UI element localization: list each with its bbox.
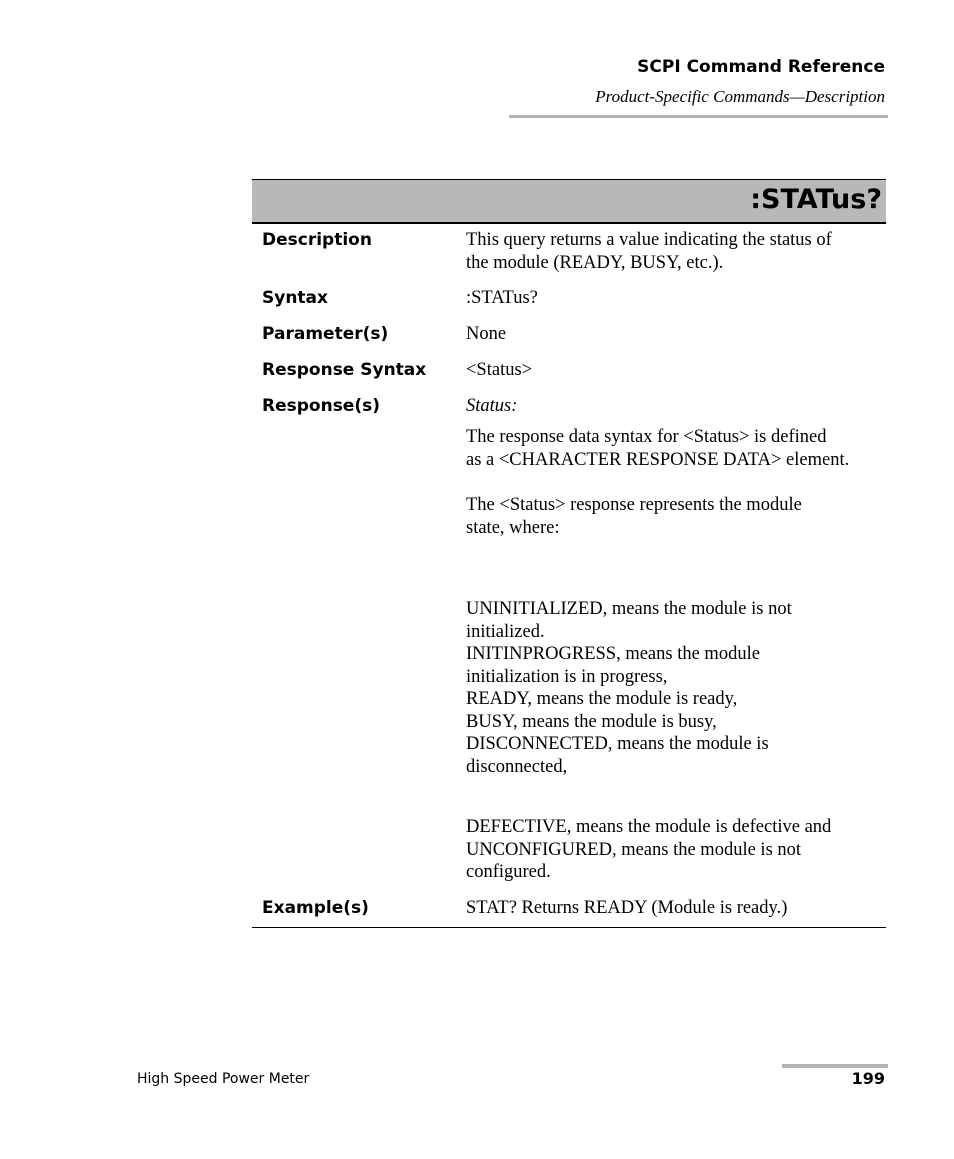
syntax-label: Syntax <box>262 288 328 308</box>
parameters-label: Parameter(s) <box>262 324 389 344</box>
status-values-list <box>466 598 884 778</box>
response-syntax-value: <Status> <box>466 360 533 380</box>
list-item: DEFECTIVE, means the module is defective and <box>466 817 832 837</box>
status-values-list <box>466 816 884 884</box>
list-item: disconnected, <box>466 756 568 777</box>
running-header-subtitle: Product-Specific Commands—Description <box>595 87 885 106</box>
response-paragraph <box>466 494 884 539</box>
list-item: BUSY, means the module is busy, <box>466 711 717 732</box>
list-item: DISCONNECTED, means the module is <box>466 734 769 754</box>
list-item: configured. <box>466 862 551 882</box>
response-param-name: Status: <box>466 396 518 416</box>
text-line: The <Status> response represents the module <box>466 495 802 515</box>
response-syntax-label: Response Syntax <box>262 360 427 380</box>
text-line: the module (READY, BUSY, etc.). <box>466 252 724 273</box>
command-title-bar <box>252 179 886 224</box>
list-item: UNINITIALIZED, means the module is not <box>466 599 792 619</box>
response-paragraph <box>466 426 884 471</box>
page-number: 199 <box>851 1069 885 1088</box>
text-line: The response data syntax for <Status> is defined <box>466 427 827 447</box>
list-item: READY, means the module is ready, <box>466 689 738 709</box>
text-line: state, where: <box>466 517 560 538</box>
footer-rule <box>782 1064 888 1068</box>
examples-label: Example(s) <box>262 898 369 918</box>
header-rule <box>509 115 888 118</box>
footer-product-name: High Speed Power Meter <box>137 1071 310 1087</box>
list-item: UNCONFIGURED, means the module is not <box>466 839 802 860</box>
command-name: :STATus? <box>750 184 882 215</box>
text-line: This query returns a value indicating the status of <box>466 230 832 250</box>
text-line: as a <CHARACTER RESPONSE DATA> element. <box>466 449 850 470</box>
list-item: initialization is in progress, <box>466 666 668 687</box>
description-value <box>466 229 884 274</box>
table-bottom-rule <box>252 927 886 928</box>
parameters-value: None <box>466 324 507 344</box>
description-label: Description <box>262 230 372 250</box>
syntax-value: :STATus? <box>466 288 538 308</box>
running-header-title: SCPI Command Reference <box>637 57 885 77</box>
list-item: initialized. <box>466 621 545 642</box>
examples-value: STAT? Returns READY (Module is ready.) <box>466 898 788 918</box>
responses-label: Response(s) <box>262 396 380 416</box>
list-item: INITINPROGRESS, means the module <box>466 644 760 664</box>
